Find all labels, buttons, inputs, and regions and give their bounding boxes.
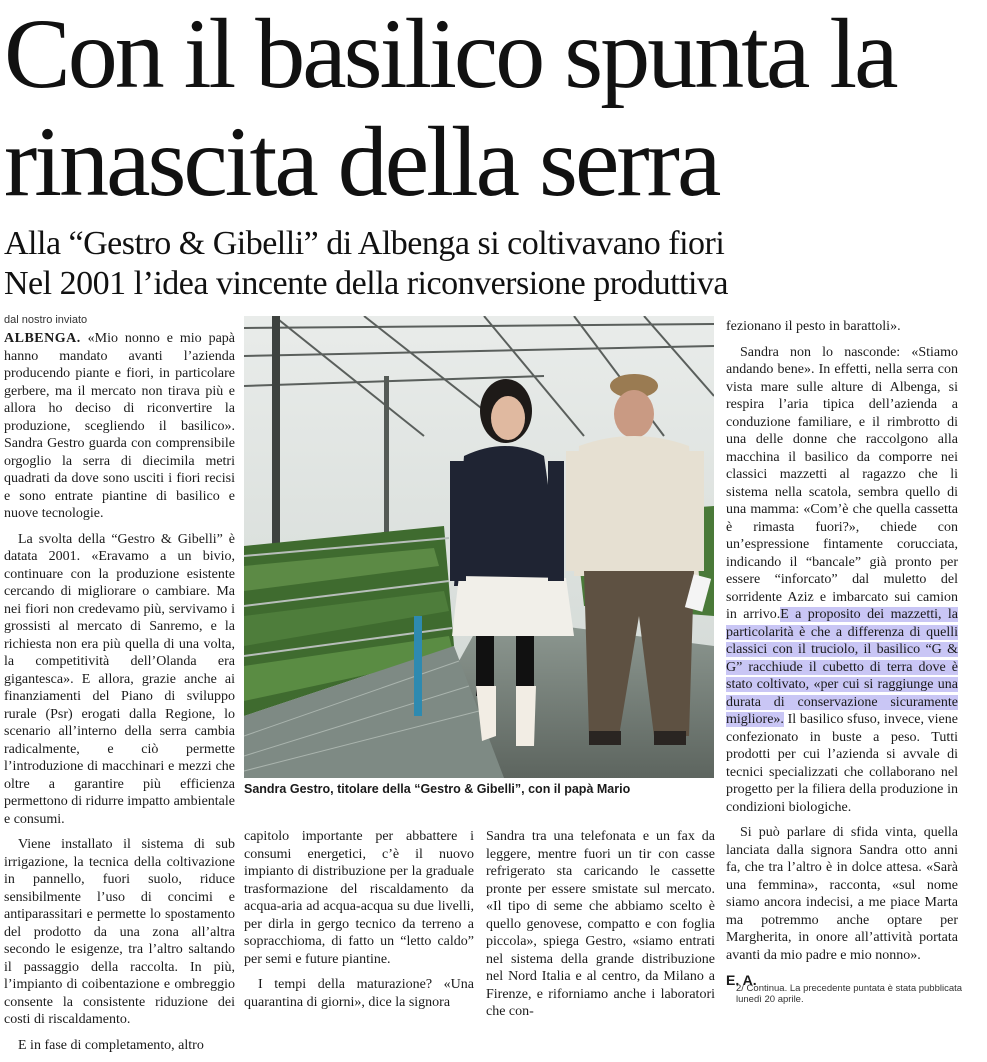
- subheadline-line-1: Alla “Gestro & Gibelli” di Albenga si coltivavano fiori: [4, 225, 725, 262]
- headline: Con il basilico spunta la rinascita della serra: [4, 0, 896, 217]
- article-column-3: [486, 828, 715, 1029]
- subheadline-line-2: Nel 2001 l’idea vincente della riconversione produttiva: [4, 265, 729, 302]
- photo-caption: Sandra Gestro, titolare della “Gestro & Gibelli”, con il papà Mario: [244, 782, 631, 796]
- paragraph: [726, 344, 958, 817]
- series-footnote: 2/ Continua. La precedente puntata è stata pubblicata lunedì 20 aprile.: [736, 983, 963, 1005]
- paragraph: Sandra tra una telefonata e un fax da leggere, mentre fuori un tir con casse refrigerato sta caricando le cassette pronte per essere smistate sul mercato. «Il tipo di seme che abbiamo scelto è quello genovese, compatto e con foglia piccola», spiega Gestro, «siamo entrati nel sistema della grande distribuzione nel Nord Italia e al centro, da Milano a Firenze, e riforniamo anche i laboratori che con-: [486, 829, 715, 1019]
- paragraph: Si può parlare di sfida vinta, quella lanciata dalla signora Sandra otto anni fa, che tra l’altro è in dolce attesa. «Sarà una femmina», racconta, «sul nome siamo ancora indecisi, a me piace Marta ma potremmo anche optare per Margherita, in onore all’attività portata avanti da mio padre e mio nonno».: [726, 825, 958, 963]
- article-column-4: [726, 318, 958, 999]
- paragraph: La svolta della “Gestro & Gibelli” è datata 2001. «Eravamo a un bivio, continuare con la produzione esistente cercando di migliorare o cambiare. Ma nei fiori non credevamo più, servivamo i grossisti al mercato di Sanremo, e la richiesta non era più quella di una volta, la competitività dell’Olanda era gigantesca». E allora, grazie anche ai finanziamenti del Piano di sviluppo rurale (Psr) erogati dalla Regione, lo scenario all’interno della serra cambia radicalmente, e ciò permette l’introduzione di macchinari e mezzi che oltre a garantire più efficienza permettono di ridurre impatto ambientale e consumi.: [4, 531, 235, 827]
- paragraph: [4, 330, 235, 523]
- article-photo: [244, 316, 714, 778]
- paragraph: I tempi della maturazione? «Una quarantina di giorni», dice la signora: [244, 977, 474, 1010]
- paragraph: capitolo importante per abbattere i consumi energetici, c’è il nuovo impianto di distribuzione per la graduale trasformazione del riscaldamento da acqua-aria ad acqua-acqua su due livelli, per dirla in gergo tecnico da terreno a sopracchioma, di fatto un “letto caldo” per semi e future piantine.: [244, 829, 474, 967]
- paragraph-text: «Mio nonno e mio papà hanno mandato avanti l’azienda producendo piante e fiori, in particolare gerbere, ma il mercato non tirava più e allora ho deciso di riconvertire la produzione, scegliendo il basilico». Sandra Gestro guarda con comprensibile orgoglio la serra di diecimila metri quadrati da dove sono usciti i fiori recisi e sono entrate piantine di basilico e nuove tecnologie.: [4, 331, 235, 521]
- byline: dal nostro inviato: [4, 314, 88, 326]
- paragraph-text: Il basilico sfuso, invece, viene confezionato in buste a peso. Tutti prodotti per cui l’azienda si avvale di tecnici specializzati che collaborano nel progetto per la filiera della produzione in condizioni biologiche.: [726, 712, 958, 815]
- author-signature: E. A.: [726, 972, 757, 988]
- greenhouse-photo-illustration: [244, 316, 714, 778]
- subheadline: [4, 224, 984, 304]
- article-column-2: [244, 828, 474, 1019]
- highlighted-text: E a proposito dei mazzetti, la particolarità è che a differenza di quelli classici con il truciolo, il basilico “G & G” racchiude il cubetto di terra dove è stato coltivato, «per cui si raggiunge una durata di conservazione sicuramente migliore».: [726, 607, 958, 727]
- paragraph: fezionano il pesto in barattoli».: [726, 319, 901, 334]
- paragraph: Viene installato il sistema di sub irrigazione, la tecnica della coltivazione in pannello, fuori suolo, riduce sensibilmente l’uso di concimi e antiparassitari e permette lo spostamento del prodotto da una zona all’altra secondo le esigenze, tra l’altro saltando il passaggio della raccolta. In più, l’impianto di coibentazione e ombreggio consente la consistente riduzione dei costi di riscaldamento.: [4, 837, 235, 1027]
- paragraph-text: Sandra non lo nasconde: «Stiamo andando bene». In effetti, nella serra con vista mare sulle alture di Albenga, si respira l’aria tipica dell’azienda a conduzione familiare, e il rimbrotto di una delle donne che raccolgono alla macchina il basilico da comporre nei classici mazzetti al ragazzo che li sistema nella scatola, sembra quello di una mamma: «Com’è che quella cassetta è rimasta fuori?», chiede con un’espressione fintamente corucciata, indicando il “bancale” già pronto per essere “inforcato” dal muletto del sorridente Aziz e imbarcato sui camion in arrivo.: [726, 344, 958, 622]
- dateline: ALBENGA.: [4, 331, 81, 346]
- paragraph: E in fase di completamento, altro: [18, 1037, 204, 1053]
- article-column-1: [4, 330, 235, 1062]
